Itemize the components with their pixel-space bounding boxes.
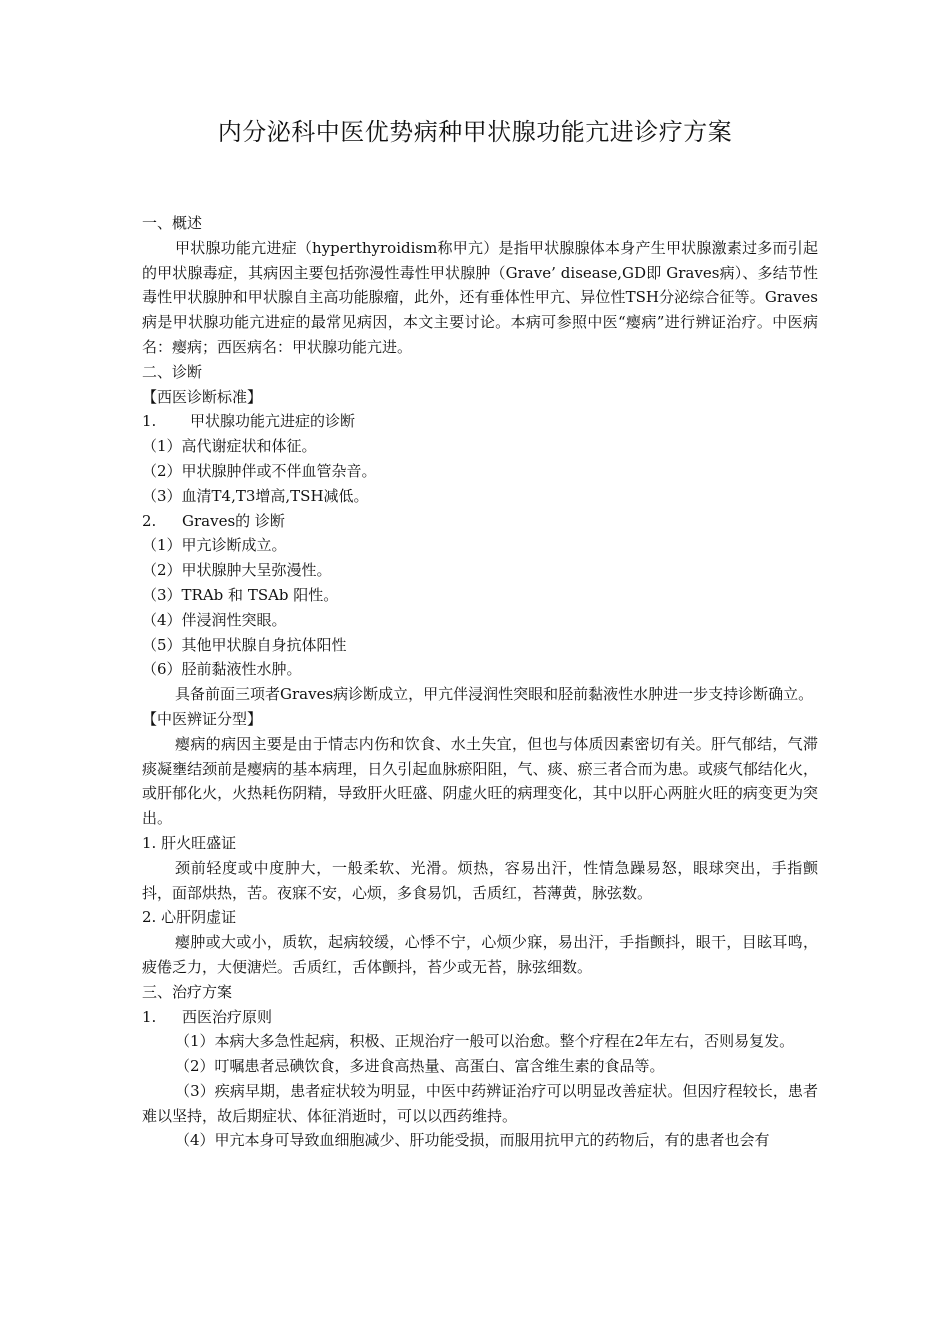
treatment-item: （2）叮嘱患者忌碘饮食，多进食高热量、高蛋白、富含维生素的食品等。 (175, 1057, 665, 1076)
diagnosis-subheading-2-number: 2. (142, 511, 157, 530)
tcm-intro-paragraph: 瘿病的病因主要是由于情志内伤和饮食、水土失宜，但也与体质因素密切有关。肝气郁结，气滞痰凝壅结颈前是瘿病的基本病理，日久引起血脉瘀阳阻，气、痰、瘀三者合而为患。或痰气郁结化火，或肝郁化火，火热耗伤阴精，导致肝火旺盛、阴虚火旺的病理变化，其中以肝心两脏火旺的病变更为突出。 (142, 734, 818, 828)
treatment-subheading-1-number: 1. (142, 1007, 157, 1026)
diagnosis-item: （1）甲亢诊断成立。 (142, 536, 287, 555)
diagnosis-item: （4）伴浸润性突眼。 (142, 610, 287, 629)
section-heading-diagnosis: 二、诊断 (142, 362, 203, 381)
tcm-syndrome-heading: 【中医辨证分型】 (142, 709, 263, 728)
diagnosis-item: （3）血清T4,T3增高,TSH减低。 (142, 486, 369, 505)
section-heading-overview: 一、概述 (142, 214, 203, 232)
diagnosis-subheading-1-text: 甲状腺功能亢进症的诊断 (190, 412, 356, 431)
diagnosis-item: （3）TRAb 和 TSAb 阳性。 (142, 585, 339, 604)
overview-paragraph: 甲状腺功能亢进症（hyperthyroidism称甲亢）是指甲状腺腺体本身产生甲状腺激素过多而引起的甲状腺毒症，其病因主要包括弥漫性毒性甲状腺肿（Grave’ disease,GD即 Graves病）、多结节性毒性甲状腺肿和甲状腺自主高功能腺瘤，此外，还有垂体性甲亢、异位性TSH分泌综合征等。Graves病是甲状腺功能亢进症的最常见病因，本文主要讨论。本病可参照中医“瘿病”进行辨证治疗。中医病名：瘿病；西医病名：甲状腺功能亢进。 (142, 238, 818, 356)
diagnosis-item: （2）甲状腺肿伴或不伴血管杂音。 (142, 461, 377, 480)
diagnosis-subheading-1-number: 1. (142, 412, 157, 431)
treatment-item: （4）甲亢本身可导致血细胞减少、肝功能受损，而服用抗甲亢的药物后，有的患者也会有 (175, 1131, 770, 1150)
diagnosis-subheading-1 (142, 409, 818, 434)
diagnosis-subheading-2-text: Graves的 诊断 (182, 511, 285, 530)
western-criteria-heading: 【西医诊断标准】 (142, 387, 263, 406)
document-body (142, 211, 818, 1153)
treatment-item: （3）疾病早期，患者症状较为明显，中医中药辨证治疗可以明显改善症状。但因疗程较长，患者难以坚持，故后期症状、体征消逝时，可以以西药维持。 (142, 1081, 818, 1125)
section-heading-treatment: 三、治疗方案 (142, 982, 233, 1001)
treatment-item: （1）本病大多急性起病，积极、正规治疗一般可以治愈。整个疗程在2年左右，否则易复发。 (175, 1032, 795, 1051)
diagnosis-item: （5）其他甲状腺自身抗体阳性 (142, 635, 347, 654)
diagnosis-subheading-2 (142, 509, 818, 534)
syndrome-type-1-title: 1. 肝火旺盛证 (142, 833, 237, 852)
syndrome-type-2-description: 瘿肿或大或小，质软，起病较缓，心悸不宁，心烦少寐，易出汗，手指颤抖，眼干，目眩耳鸣，疲倦乏力，大便溏烂。舌质红，舌体颤抖，苔少或无苔，脉弦细数。 (142, 933, 818, 976)
diagnosis-item: （1）高代谢症状和体征。 (142, 437, 317, 456)
syndrome-type-2-title: 2. 心肝阴虚证 (142, 908, 237, 927)
diagnosis-item: （6）胫前黏液性水肿。 (142, 660, 302, 679)
diagnosis-item: （2）甲状腺肿大呈弥漫性。 (142, 561, 332, 580)
treatment-subheading-1 (142, 1005, 818, 1030)
document-title: 内分泌科中医优势病种甲状腺功能亢进诊疗方案 (217, 118, 733, 146)
treatment-subheading-1-text: 西医治疗原则 (182, 1007, 273, 1026)
syndrome-type-1-description: 颈前轻度或中度肿大，一般柔软、光滑。烦热，容易出汗，性情急躁易怒，眼球突出，手指颤抖，面部烘热，苦。夜寐不安，心烦，多食易饥，舌质红，苔薄黄，脉弦数。 (142, 858, 818, 902)
graves-diagnosis-note: 具备前面三项者Graves病诊断成立，甲亢伴浸润性突眼和胫前黏液性水肿进一步支持诊断确立。 (175, 685, 814, 704)
